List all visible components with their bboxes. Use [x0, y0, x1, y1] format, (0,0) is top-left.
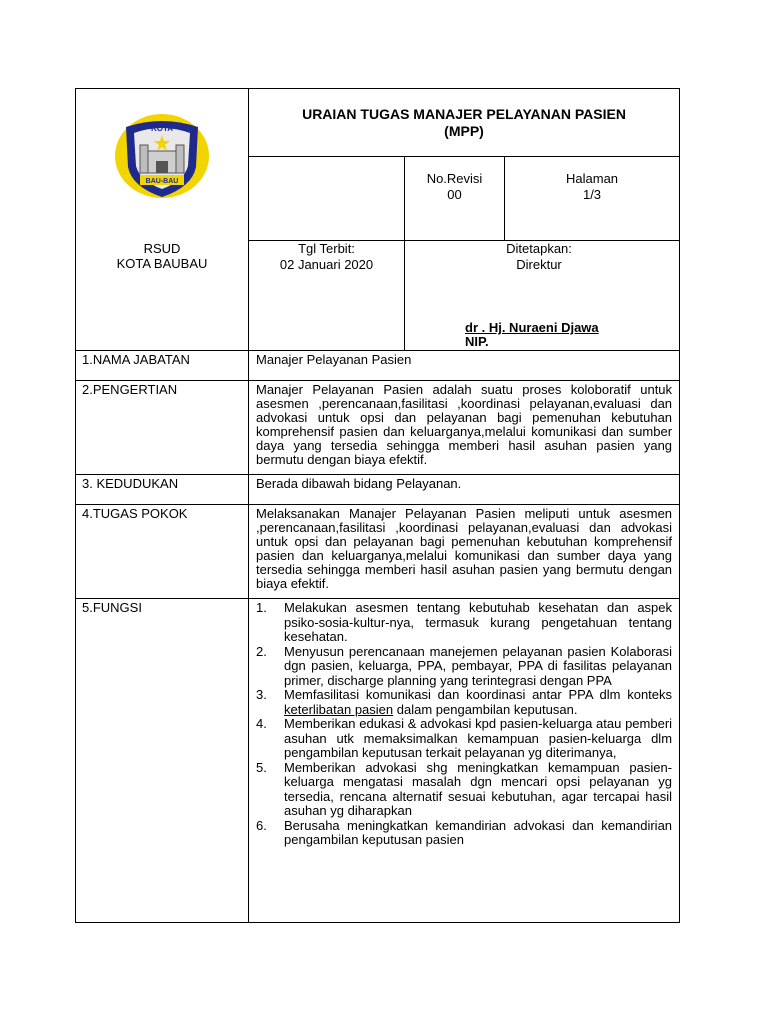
hospital-name	[76, 241, 248, 271]
svg-text:BAU-BAU: BAU-BAU	[145, 178, 179, 185]
hospital-cell	[76, 89, 249, 351]
revisi-value: 00	[447, 187, 462, 202]
list-item: 4. Memberikan edukasi & advokasi kpd pasien-keluarga atau pemberi asuhan utk memaksimalkan kemampuan pasien-keluarga dlm pengambilan keputusan terkait pelayanan yg diterimanya,	[256, 716, 673, 760]
svg-text:KOTA: KOTA	[150, 124, 174, 133]
ditetapkan-value: Direktur	[516, 257, 562, 272]
pengertian-text: Manajer Pelayanan Pasien adalah suatu proses koloboratif untuk asesmen ,perencanaan,fasilitasi ,koordinasi pelayanan,evaluasi dan advokasi untuk opsi dan pelayanan bagi pemenuhan kebutuhan komprehensif pasien dan keluarganya,melalui komunikasi dan sumber daya yang tersedia sehingga memberi hasil asuhan pasien yang bermutu dengan biaya efektif.	[249, 381, 680, 475]
ditetapkan-label: Ditetapkan:	[506, 241, 572, 256]
kedudukan-text: Berada dibawah bidang Pelayanan.	[249, 475, 680, 505]
list-item: 1. Melakukan asesmen tentang kebutuhab kesehatan dan aspek psiko-sosia-kultur-nya, termasuk kurang pengetahuan tentang kesehatan.	[256, 600, 673, 644]
kedudukan-label: 3. KEDUDUKAN	[76, 475, 249, 505]
list-item: 3. Memfasilitasi komunikasi dan koordinasi antar PPA dlm konteks keterlibatan pasien dalam pengambilan keputusan.	[256, 687, 673, 717]
title-line1: URAIAN TUGAS MANAJER PELAYANAN PASIEN	[302, 106, 626, 122]
halaman-cell	[505, 157, 680, 241]
hospital-line1: RSUD	[143, 241, 181, 256]
title-line2: (MPP)	[444, 123, 484, 139]
document-table	[75, 88, 680, 923]
city-emblem-icon	[112, 111, 212, 201]
revisi-cell	[405, 157, 505, 241]
fungsi-label: 5.FUNGSI	[76, 599, 249, 923]
list-item: 6. Berusaha meningkatkan kemandirian advokasi dan kemandirian pengambilan keputusan pasien	[256, 817, 673, 847]
underlined-term: keterlibatan pasien	[284, 701, 394, 717]
document-title	[249, 89, 680, 157]
terbit-value: 02 Januari 2020	[279, 257, 374, 272]
list-item: 2. Menyusun perencanaan manejemen pelayanan pasien Kolaborasi dgn pasien, keluarga, PPA, pembayar, PPA di fasilitas pelayanan primer, discharge planning yang terintegrasi dengan PPA	[256, 643, 673, 688]
signer-nip: NIP.	[465, 334, 489, 349]
halaman-label: Halaman	[566, 171, 619, 186]
tugas-pokok-label: 4.TUGAS POKOK	[76, 505, 249, 599]
nama-jabatan-label: 1.NAMA JABATAN	[76, 351, 249, 381]
city-logo	[112, 111, 212, 201]
fungsi-content	[249, 599, 680, 923]
signer-name: dr . Hj. Nuraeni Djawa	[465, 320, 599, 335]
revisi-label: No.Revisi	[426, 171, 483, 186]
terbit-cell	[249, 241, 405, 351]
pengertian-label: 2.PENGERTIAN	[76, 381, 249, 475]
nama-jabatan-text: Manajer Pelayanan Pasien	[249, 351, 680, 381]
terbit-label: Tgl Terbit:	[298, 241, 355, 256]
empty-cell	[249, 157, 405, 241]
tugas-pokok-text: Melaksanakan Manajer Pelayanan Pasien meliputi untuk asesmen ,perencanaan,fasilitasi ,koordinasi pelayanan,evaluasi dan advokasi untuk opsi dan pelayanan bagi pemenuhan kebutuhan komprehensif pasien dan keluarganya,melalui komunikasi dan sumber daya yang tersedia sehingga memberi hasil asuhan pasien yang bermutu dengan biaya efektif.	[249, 505, 680, 599]
halaman-value: 1/3	[582, 187, 602, 202]
list-item: 5. Memberikan advokasi shg meningkatkan kemampuan pasien-keluarga mengatasi masalah dgn mencari opsi pelayanan yg tersedia, rencana alternatif sesuai kebutuhan, agar tercapai hasil asuhan yg diharapkan	[256, 759, 673, 818]
ditetapkan-cell	[405, 241, 680, 351]
fungsi-list	[256, 601, 672, 848]
hospital-line2: KOTA BAUBAU	[116, 256, 208, 271]
